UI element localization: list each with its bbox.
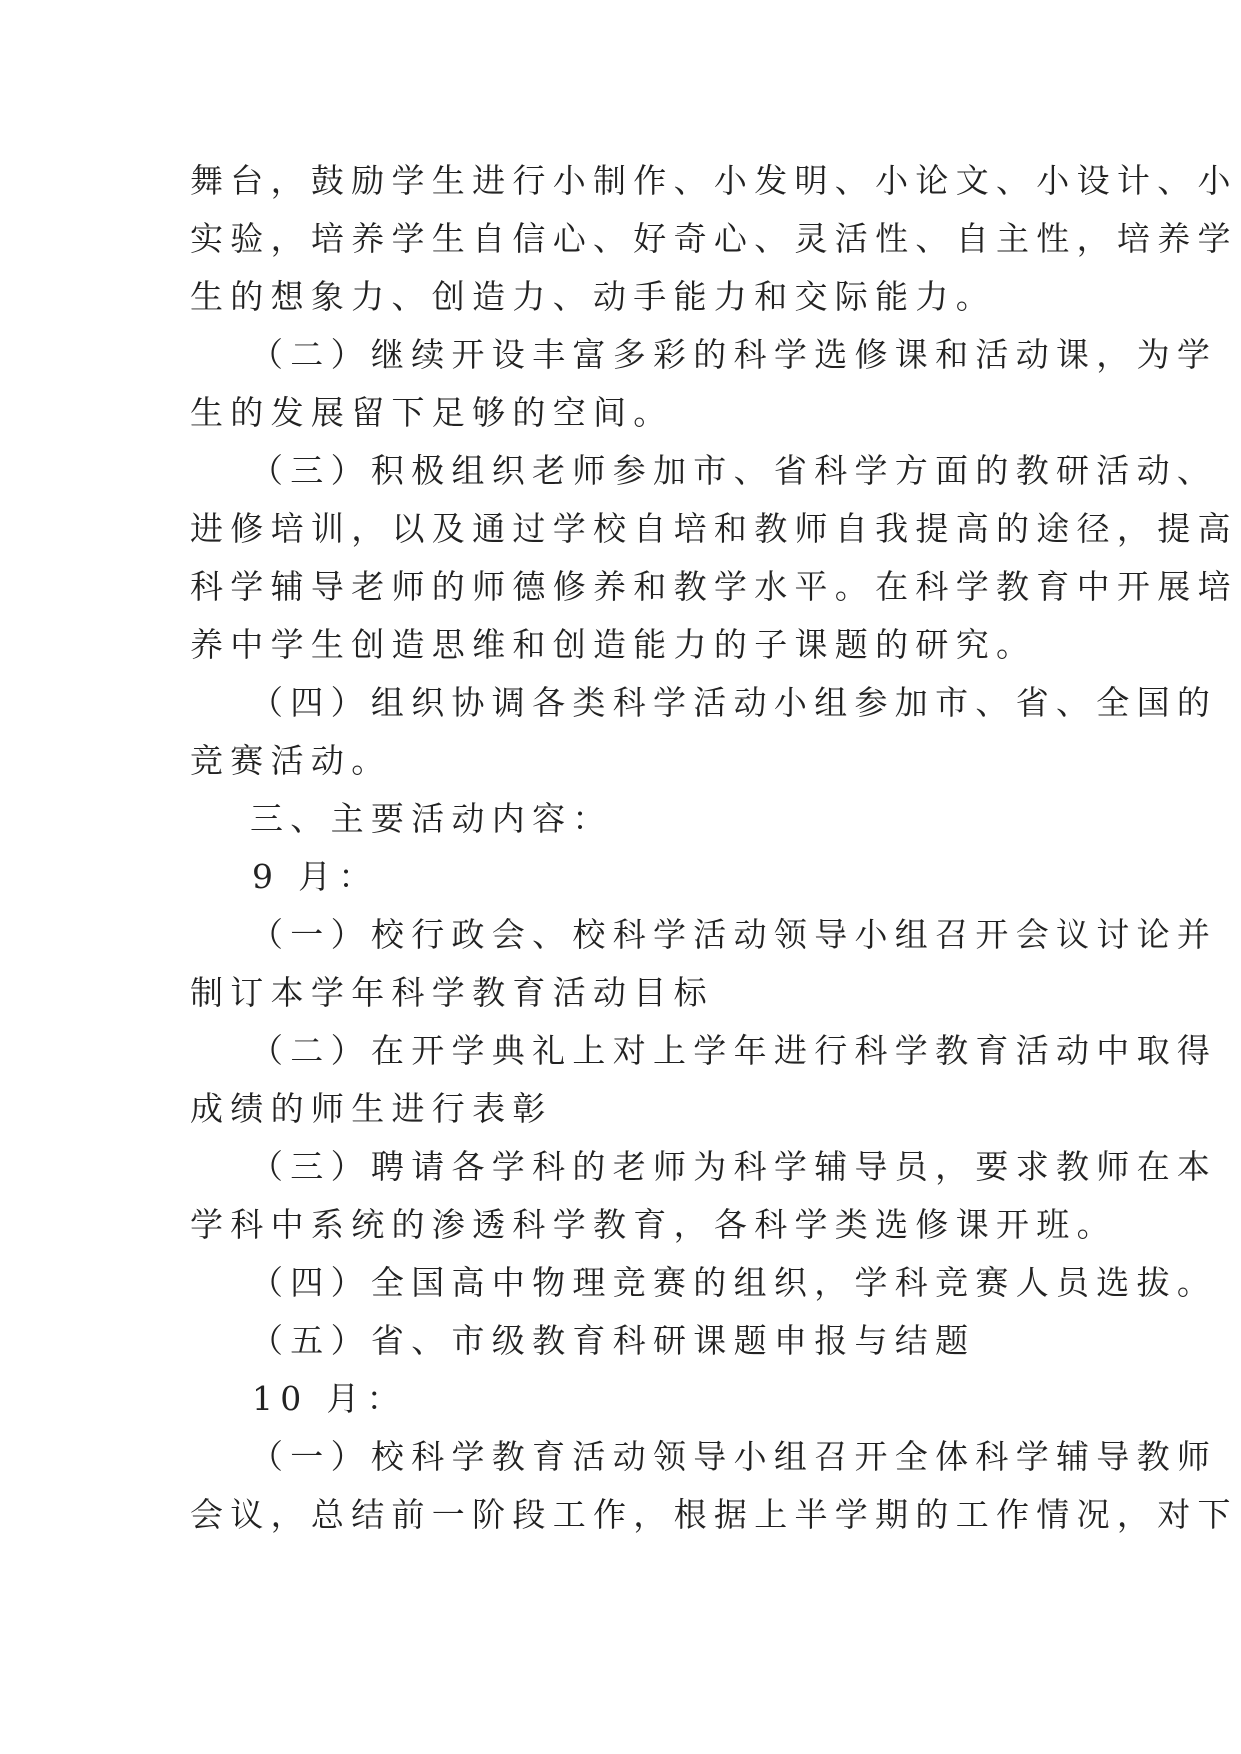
text-line: 生的发展留下足够的空间。 xyxy=(190,393,674,432)
text-line: （四）组织协调各类科学活动小组参加市、省、全国的 xyxy=(250,683,1218,722)
text-line: 养中学生创造思维和创造能力的子课题的研究。 xyxy=(190,625,1037,664)
text-line: （四）全国高中物理竞赛的组织，学科竞赛人员选拔。 xyxy=(250,1263,1218,1302)
text-line: 舞台，鼓励学生进行小制作、小发明、小论文、小设计、小 xyxy=(190,161,1238,200)
text-line: 进修培训，以及通过学校自培和教师自我提高的途径，提高 xyxy=(190,509,1238,548)
text-line: （二）继续开设丰富多彩的科学选修课和活动课，为学 xyxy=(250,335,1218,374)
text-line: （三）聘请各学科的老师为科学辅导员，要求教师在本 xyxy=(250,1147,1218,1186)
text-line: 成绩的师生进行表彰 xyxy=(190,1089,553,1128)
text-line: 科学辅导老师的师德修养和教学水平。在科学教育中开展培 xyxy=(190,567,1238,606)
text-line: 生的想象力、创造力、动手能力和交际能力。 xyxy=(190,277,996,316)
text-line: 会议，总结前一阶段工作，根据上半学期的工作情况，对下 xyxy=(190,1495,1238,1534)
text-line: 实验，培养学生自信心、好奇心、灵活性、自主性，培养学 xyxy=(190,219,1238,258)
text-line: （五）省、市级教育科研课题申报与结题 xyxy=(250,1321,976,1360)
month-heading: 9 月： xyxy=(252,857,379,896)
text-line: （三）积极组织老师参加市、省科学方面的教研活动、 xyxy=(250,451,1218,490)
text-line: 竞赛活动。 xyxy=(190,741,392,780)
text-line: （一）校科学教育活动领导小组召开全体科学辅导教师 xyxy=(250,1437,1218,1476)
text-line: （一）校行政会、校科学活动领导小组召开会议讨论并 xyxy=(250,915,1218,954)
section-heading: 三、主要活动内容： xyxy=(250,799,613,838)
month-heading: 10 月： xyxy=(252,1379,407,1418)
document-body xyxy=(190,152,1238,1544)
text-line: 学科中系统的渗透科学教育，各科学类选修课开班。 xyxy=(190,1205,1117,1244)
text-line: （二）在开学典礼上对上学年进行科学教育活动中取得 xyxy=(250,1031,1218,1070)
text-line: 制订本学年科学教育活动目标 xyxy=(190,973,714,1012)
